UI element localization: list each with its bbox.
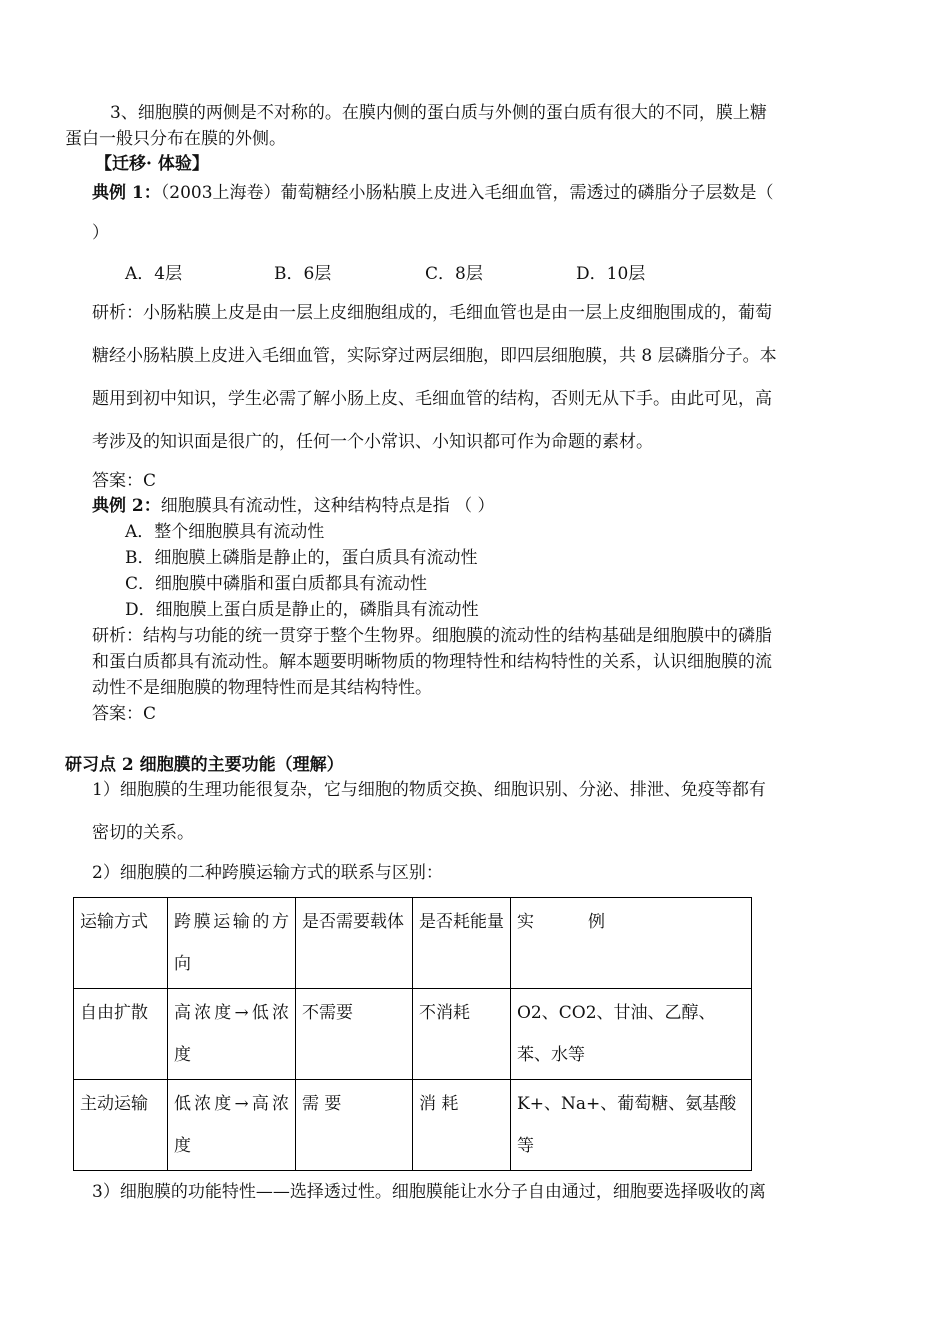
table-cell: 高浓度→低浓度	[168, 989, 296, 1080]
example1-analysis-line-2: 糖经小肠粘膜上皮进入毛细血管，实际穿过两层细胞，即四层细胞膜，共 8 层磷脂分子。本	[92, 346, 777, 366]
example2-option-b: B．细胞膜上磷脂是静止的，蛋白质具有流动性	[125, 548, 478, 568]
table-cell: 主动运输	[74, 1080, 168, 1171]
example1-analysis-line-3: 题用到初中知识，学生必需了解小肠上皮、毛细血管的结构，否则无从下手。由此可见，高	[92, 389, 772, 409]
example1-option-c: C．8层	[425, 264, 483, 284]
example1-option-d: D．10层	[576, 264, 646, 284]
example2-question	[92, 495, 495, 517]
table-header-cell: 是否需要载体	[296, 898, 413, 989]
example1-question-text: （2003上海卷）葡萄糖经小肠粘膜上皮进入毛细血管，需透过的磷脂分子层数是（	[160, 183, 774, 203]
table-header-cell: 实 例	[511, 898, 752, 989]
example2-option-a: A．整个细胞膜具有流动性	[125, 522, 325, 542]
example1-answer: 答案：C	[92, 471, 157, 491]
table-cell: 消 耗	[413, 1080, 511, 1171]
example2-label: 典例 2：	[92, 496, 161, 516]
table-cell: 低浓度→高浓度	[168, 1080, 296, 1171]
example1-option-b: B．6层	[274, 264, 332, 284]
table-cell: O2、CO2、甘油、乙醇、苯、水等	[511, 989, 752, 1080]
function-point-1-line-2: 密切的关系。	[92, 823, 194, 843]
table-cell: 需 要	[296, 1080, 413, 1171]
membrane-asymmetry-line-2: 蛋白一般只分布在膜的外侧。	[65, 129, 286, 149]
membrane-asymmetry-line-1: 3、细胞膜的两侧是不对称的。在膜内侧的蛋白质与外侧的蛋白质有很大的不同，膜上糖	[110, 103, 767, 123]
example1-question-close: ）	[92, 223, 109, 243]
table-cell: K+、Na+、葡萄糖、氨基酸等	[511, 1080, 752, 1171]
transfer-experience-heading: 【迁移· 体验】	[95, 154, 209, 174]
function-point-3-line-1: 3）细胞膜的功能特性——选择透过性。细胞膜能让水分子自由通过，细胞要选择吸收的离	[92, 1182, 766, 1202]
table-header-row	[74, 898, 752, 989]
example1-analysis-line-1: 研析：小肠粘膜上皮是由一层上皮细胞组成的，毛细血管也是由一层上皮细胞围成的，葡萄	[92, 303, 772, 323]
table-cell: 不消耗	[413, 989, 511, 1080]
example2-analysis-line-2: 和蛋白质都具有流动性。解本题要明晰物质的物理特性和结构特性的关系，认识细胞膜的流	[92, 652, 772, 672]
example1-label: 典例 1：	[92, 183, 161, 203]
table-row	[74, 989, 752, 1080]
example2-answer: 答案：C	[92, 704, 157, 724]
example1-analysis-line-4: 考涉及的知识面是很广的，任何一个小常识、小知识都可作为命题的素材。	[92, 432, 653, 452]
example1-option-a: A．4层	[125, 264, 183, 284]
table-header-cell: 跨膜运输的方向	[168, 898, 296, 989]
transport-comparison-table	[73, 897, 752, 1171]
table-row	[74, 1080, 752, 1171]
function-point-2: 2）细胞膜的二种跨膜运输方式的联系与区别：	[92, 863, 443, 883]
table-cell: 自由扩散	[74, 989, 168, 1080]
example1-question	[92, 182, 774, 204]
example2-option-d: D．细胞膜上蛋白质是静止的，磷脂具有流动性	[125, 600, 479, 620]
table-cell: 不需要	[296, 989, 413, 1080]
table-header-cell: 是否耗能量	[413, 898, 511, 989]
example2-analysis-line-1: 研析：结构与功能的统一贯穿于整个生物界。细胞膜的流动性的结构基础是细胞膜中的磷脂	[92, 626, 772, 646]
function-point-1-line-1: 1）细胞膜的生理功能很复杂，它与细胞的物质交换、细胞识别、分泌、排泄、免疫等都有	[92, 780, 766, 800]
example2-option-c: C．细胞膜中磷脂和蛋白质都具有流动性	[125, 574, 428, 594]
table-header-cell: 运输方式	[74, 898, 168, 989]
study-point-2-heading: 研习点 2 细胞膜的主要功能（理解）	[65, 755, 344, 775]
example2-question-text: 细胞膜具有流动性，这种结构特点是指 （ ）	[160, 496, 495, 516]
example2-analysis-line-3: 动性不是细胞膜的物理特性而是其结构特性。	[92, 678, 432, 698]
